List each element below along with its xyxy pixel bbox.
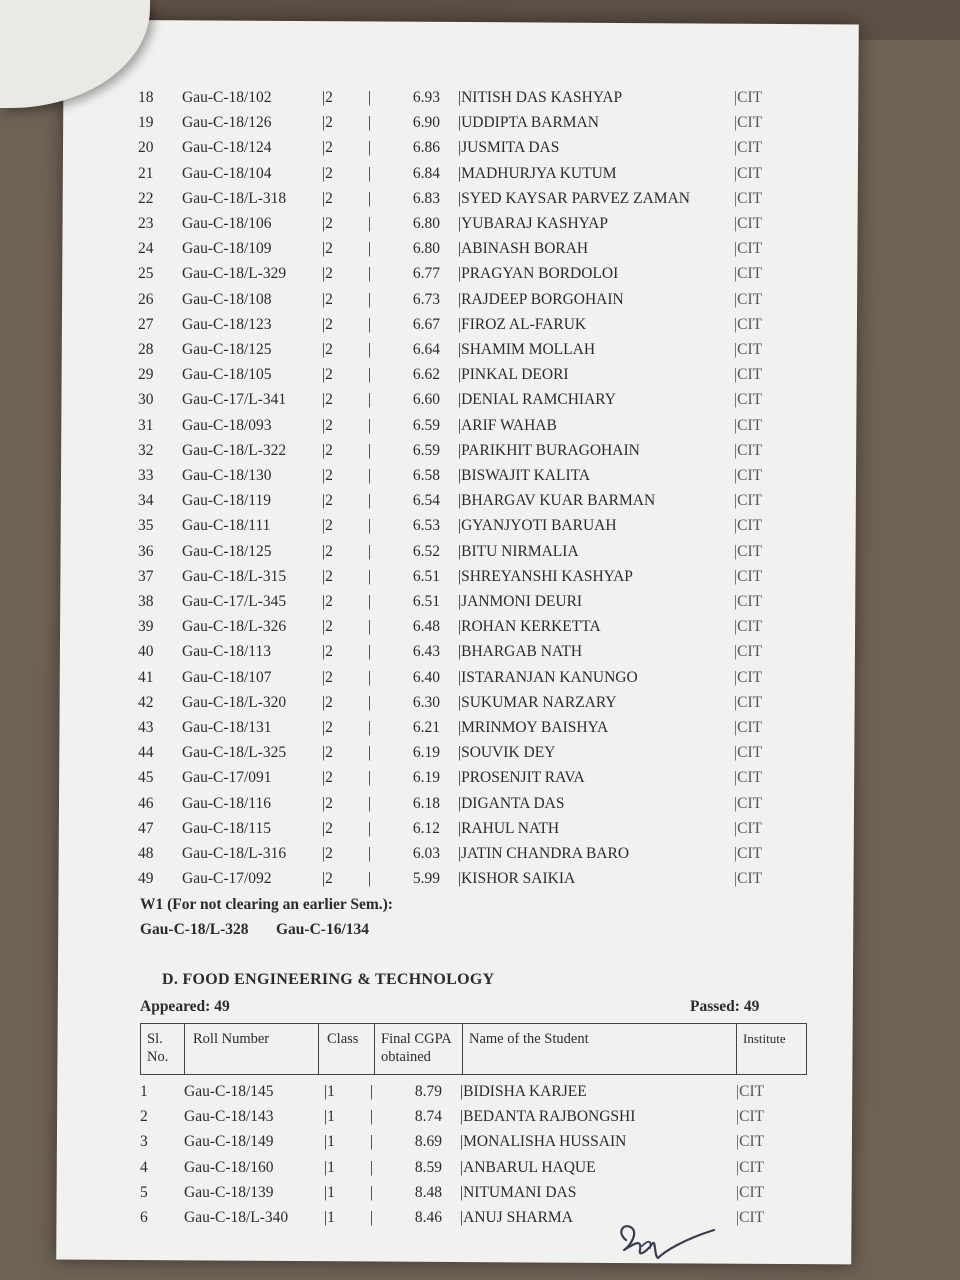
roll-number: Gau-C-18/104 — [182, 164, 272, 182]
institute-value: |CIT — [734, 416, 763, 434]
class-value: |2 — [322, 719, 333, 736]
class-value: |2 — [322, 341, 333, 358]
cgpa-value: 6.80 — [412, 215, 440, 232]
institute-value: |CIT — [734, 819, 763, 837]
class-value: |2 — [322, 567, 333, 585]
header-student-name: Name of the Student — [463, 1024, 737, 1074]
serial-number: 26 — [138, 290, 154, 308]
class-value: |2 — [322, 215, 333, 232]
class-value: |2 — [322, 441, 333, 459]
serial-number: 45 — [138, 769, 154, 787]
roll-number: Gau-C-18/125 — [182, 341, 272, 358]
institute-value: |CIT — [736, 1133, 765, 1151]
serial-number: 23 — [138, 215, 154, 232]
column-separator: | — [368, 315, 372, 333]
student-name: |KISHOR SAIKIA — [458, 870, 576, 888]
institute-value: |CIT — [734, 189, 763, 207]
cgpa-value: 6.12 — [412, 819, 440, 837]
column-separator: | — [368, 643, 372, 661]
serial-number: 48 — [138, 845, 154, 862]
roll-number: Gau-C-17/L-345 — [182, 593, 287, 610]
institute-value: |CIT — [734, 341, 763, 358]
roll-number: Gau-C-18/116 — [182, 794, 271, 812]
section-d-table-header — [140, 1023, 807, 1075]
serial-number: 22 — [138, 189, 154, 207]
roll-number: Gau-C-18/109 — [182, 240, 272, 258]
roll-number: Gau-C-18/113 — [182, 643, 271, 661]
class-value: |2 — [322, 643, 333, 661]
serial-number: 20 — [138, 139, 154, 157]
roll-number: Gau-C-18/102 — [182, 89, 272, 106]
roll-number: Gau-C-17/091 — [182, 769, 272, 787]
roll-number: Gau-C-18/130 — [182, 467, 272, 484]
student-name: |GYANJYOTI BARUAH — [458, 517, 617, 535]
student-name: |MONALISHA HUSSAIN — [460, 1133, 627, 1151]
student-name: |PRAGYAN BORDOLOI — [458, 265, 619, 283]
student-name: |SHAMIM MOLLAH — [458, 341, 596, 358]
class-value: |2 — [322, 819, 333, 837]
cgpa-value: 6.86 — [412, 139, 440, 157]
institute-value: |CIT — [734, 441, 763, 459]
cgpa-value: 6.30 — [412, 693, 440, 711]
column-separator: | — [368, 668, 372, 686]
column-separator: | — [368, 744, 372, 762]
cgpa-value: 8.48 — [414, 1183, 442, 1201]
column-separator: | — [368, 240, 372, 258]
institute-value: |CIT — [734, 593, 763, 610]
institute-value: |CIT — [734, 89, 763, 106]
institute-value: |CIT — [734, 290, 763, 308]
cgpa-value: 6.59 — [412, 416, 440, 434]
student-name: |BHARGAV KUAR BARMAN — [458, 492, 656, 510]
column-separator: | — [368, 719, 372, 736]
column-separator: | — [370, 1108, 374, 1126]
institute-value: |CIT — [736, 1108, 765, 1126]
class-value: |2 — [322, 416, 333, 434]
class-value: |1 — [324, 1158, 335, 1176]
column-separator: | — [368, 441, 372, 459]
column-separator: | — [370, 1158, 374, 1176]
student-name: |PINKAL DEORI — [458, 366, 569, 384]
roll-number: Gau-C-18/105 — [182, 366, 272, 384]
column-separator: | — [370, 1183, 374, 1201]
roll-number: Gau-C-18/131 — [182, 719, 272, 736]
column-separator: | — [368, 542, 372, 560]
class-value: |2 — [322, 240, 333, 258]
institute-value: |CIT — [734, 719, 763, 736]
institute-value: |CIT — [734, 542, 763, 560]
student-name: |BHARGAB NATH — [458, 643, 583, 661]
roll-number: Gau-C-18/123 — [182, 315, 272, 333]
serial-number: 6 — [140, 1209, 148, 1226]
serial-number: 42 — [138, 693, 154, 711]
roll-number: Gau-C-17/L-341 — [182, 391, 287, 409]
class-value: |2 — [322, 542, 333, 560]
class-value: |2 — [322, 794, 333, 812]
passed-count: Passed: 49 — [690, 998, 760, 1015]
institute-value: |CIT — [734, 265, 763, 283]
serial-number: 1 — [140, 1083, 148, 1100]
student-name: |SUKUMAR NARZARY — [458, 693, 617, 711]
column-separator: | — [370, 1083, 374, 1100]
class-value: |2 — [322, 89, 333, 106]
column-separator: | — [368, 517, 372, 535]
column-separator: | — [368, 693, 372, 711]
student-name: |ROHAN KERKETTA — [458, 618, 601, 636]
roll-number: Gau-C-18/L-315 — [182, 567, 287, 585]
serial-number: 18 — [138, 89, 154, 106]
student-name: |BITU NIRMALIA — [458, 542, 579, 560]
class-value: |2 — [322, 467, 333, 484]
cgpa-value: 6.51 — [412, 593, 440, 610]
student-name: |BIDISHA KARJEE — [460, 1083, 587, 1100]
student-name: |PARIKHIT BURAGOHAIN — [458, 441, 640, 459]
serial-number: 29 — [138, 366, 154, 384]
institute-value: |CIT — [734, 668, 763, 686]
cgpa-value: 6.48 — [412, 618, 440, 636]
class-value: |2 — [322, 265, 333, 283]
class-value: |1 — [324, 1183, 335, 1201]
institute-value: |CIT — [736, 1158, 765, 1176]
roll-number: Gau-C-18/111 — [182, 517, 271, 535]
class-value: |2 — [322, 189, 333, 207]
class-value: |2 — [322, 593, 333, 610]
serial-number: 27 — [138, 315, 154, 333]
w1-heading: W1 (For not clearing an earlier Sem.): — [140, 896, 393, 913]
serial-number: 31 — [138, 416, 154, 434]
student-name: |NITISH DAS KASHYAP — [458, 89, 623, 106]
roll-number: Gau-C-18/108 — [182, 290, 272, 308]
institute-value: |CIT — [736, 1209, 765, 1226]
column-separator: | — [368, 769, 372, 787]
class-value: |2 — [322, 315, 333, 333]
student-name: |ANUJ SHARMA — [460, 1209, 573, 1226]
class-value: |2 — [322, 744, 333, 762]
student-name: |YUBARAJ KASHYAP — [458, 215, 608, 232]
class-value: |2 — [322, 366, 333, 384]
roll-number: Gau-C-18/L-322 — [182, 441, 287, 459]
column-separator: | — [368, 114, 372, 132]
institute-value: |CIT — [734, 693, 763, 711]
roll-number: Gau-C-18/125 — [182, 542, 272, 560]
serial-number: 39 — [138, 618, 154, 636]
w1-roll-number: Gau-C-16/134 — [276, 921, 369, 938]
column-separator: | — [368, 265, 372, 283]
roll-number: Gau-C-18/L-318 — [182, 189, 287, 207]
serial-number: 30 — [138, 391, 154, 409]
serial-number: 24 — [138, 240, 154, 258]
section-d-title: D. FOOD ENGINEERING & TECHNOLOGY — [162, 971, 495, 988]
cgpa-value: 6.73 — [412, 290, 440, 308]
student-name: |ARIF WAHAB — [458, 416, 557, 434]
class-value: |2 — [322, 114, 333, 132]
cgpa-value: 6.21 — [412, 719, 440, 736]
institute-value: |CIT — [734, 492, 763, 510]
cgpa-value: 6.18 — [412, 794, 440, 812]
header-institute: Institute — [743, 1031, 786, 1046]
serial-number: 37 — [138, 567, 154, 585]
student-name: |MADHURJYA KUTUM — [458, 164, 617, 182]
institute-value: |CIT — [734, 139, 763, 157]
header-final-cgpa: Final CGPA obtained — [375, 1024, 463, 1074]
cgpa-value: 6.64 — [412, 341, 440, 358]
student-name: |ISTARANJAN KANUNGO — [458, 668, 638, 686]
class-value: |2 — [322, 618, 333, 636]
column-separator: | — [370, 1133, 374, 1151]
column-separator: | — [368, 794, 372, 812]
column-separator: | — [368, 290, 372, 308]
serial-number: 4 — [140, 1158, 148, 1176]
column-separator: | — [370, 1209, 374, 1226]
cgpa-value: 6.67 — [412, 315, 440, 333]
column-separator: | — [368, 341, 372, 358]
class-value: |1 — [324, 1209, 335, 1226]
roll-number: Gau-C-17/092 — [182, 870, 272, 888]
roll-number: Gau-C-18/L-316 — [182, 845, 287, 862]
student-name: |DENIAL RAMCHIARY — [458, 391, 616, 409]
serial-number: 5 — [140, 1183, 148, 1201]
roll-number: Gau-C-18/L-329 — [182, 265, 287, 283]
header-sl-no: Sl. No. — [141, 1024, 185, 1074]
header-roll-number: Roll Number — [185, 1024, 319, 1074]
class-value: |2 — [322, 870, 333, 888]
roll-number: Gau-C-18/106 — [182, 215, 272, 232]
roll-number: Gau-C-18/149 — [184, 1133, 274, 1151]
institute-value: |CIT — [734, 215, 763, 232]
roll-number: Gau-C-18/093 — [182, 416, 272, 434]
student-name: |SYED KAYSAR PARVEZ ZAMAN — [458, 189, 690, 207]
cgpa-value: 8.46 — [414, 1209, 442, 1226]
handwritten-signature — [612, 1210, 722, 1264]
column-separator: | — [368, 567, 372, 585]
cgpa-value: 6.77 — [412, 265, 440, 283]
serial-number: 43 — [138, 719, 154, 736]
cgpa-value: 6.19 — [412, 744, 440, 762]
student-name: |DIGANTA DAS — [458, 794, 565, 812]
roll-number: Gau-C-18/107 — [182, 668, 272, 686]
serial-number: 28 — [138, 341, 154, 358]
cgpa-value: 5.99 — [412, 870, 440, 888]
institute-value: |CIT — [734, 870, 763, 888]
institute-value: |CIT — [734, 467, 763, 484]
roll-number: Gau-C-18/L-325 — [182, 744, 287, 762]
class-value: |2 — [322, 290, 333, 308]
serial-number: 40 — [138, 643, 154, 661]
column-separator: | — [368, 391, 372, 409]
cgpa-value: 6.58 — [412, 467, 440, 484]
institute-value: |CIT — [734, 164, 763, 182]
institute-value: |CIT — [734, 643, 763, 661]
roll-number: Gau-C-18/143 — [184, 1108, 274, 1126]
institute-value: |CIT — [734, 794, 763, 812]
class-value: |1 — [324, 1108, 335, 1126]
student-name: |BISWAJIT KALITA — [458, 467, 591, 484]
cgpa-value: 6.54 — [412, 492, 440, 510]
class-value: |2 — [322, 769, 333, 787]
serial-number: 33 — [138, 467, 154, 484]
w1-roll-number: Gau-C-18/L-328 — [140, 921, 249, 938]
student-name: |RAJDEEP BORGOHAIN — [458, 290, 624, 308]
roll-number: Gau-C-18/126 — [182, 114, 272, 132]
student-name: |JANMONI DEURI — [458, 593, 583, 610]
student-name: |JATIN CHANDRA BARO — [458, 845, 630, 862]
student-name: |MRINMOY BAISHYA — [458, 719, 609, 736]
class-value: |2 — [322, 164, 333, 182]
institute-value: |CIT — [734, 391, 763, 409]
serial-number: 3 — [140, 1133, 148, 1151]
appeared-count: Appeared: 49 — [140, 998, 230, 1015]
column-separator: | — [368, 593, 372, 610]
cgpa-value: 8.74 — [414, 1108, 442, 1126]
column-separator: | — [368, 366, 372, 384]
serial-number: 2 — [140, 1108, 148, 1126]
institute-value: |CIT — [734, 769, 763, 787]
column-separator: | — [368, 467, 372, 484]
class-value: |2 — [322, 693, 333, 711]
cgpa-value: 6.93 — [412, 89, 440, 106]
cgpa-value: 6.90 — [412, 114, 440, 132]
institute-value: |CIT — [734, 114, 763, 132]
cgpa-value: 6.80 — [412, 240, 440, 258]
cgpa-value: 8.79 — [414, 1083, 442, 1100]
class-value: |1 — [324, 1133, 335, 1151]
serial-number: 19 — [138, 114, 154, 132]
institute-value: |CIT — [734, 366, 763, 384]
serial-number: 34 — [138, 492, 154, 510]
column-separator: | — [368, 819, 372, 837]
student-name: |SOUVIK DEY — [458, 744, 556, 762]
column-separator: | — [368, 870, 372, 888]
cgpa-value: 6.03 — [412, 845, 440, 862]
roll-number: Gau-C-18/119 — [182, 492, 271, 510]
student-name: |BEDANTA RAJBONGSHI — [460, 1108, 636, 1126]
serial-number: 47 — [138, 819, 154, 837]
cgpa-value: 6.52 — [412, 542, 440, 560]
student-name: |PROSENJIT RAVA — [458, 769, 585, 787]
column-separator: | — [368, 215, 372, 232]
cgpa-value: 6.59 — [412, 441, 440, 459]
student-name: |ANBARUL HAQUE — [460, 1158, 596, 1176]
column-separator: | — [368, 189, 372, 207]
class-value: |2 — [322, 668, 333, 686]
institute-value: |CIT — [734, 744, 763, 762]
cgpa-value: 6.40 — [412, 668, 440, 686]
class-value: |2 — [322, 391, 333, 409]
cgpa-value: 8.69 — [414, 1133, 442, 1151]
institute-value: |CIT — [736, 1083, 765, 1100]
cgpa-value: 6.84 — [412, 164, 440, 182]
column-separator: | — [368, 139, 372, 157]
class-value: |2 — [322, 492, 333, 510]
column-separator: | — [368, 164, 372, 182]
serial-number: 46 — [138, 794, 154, 812]
roll-number: Gau-C-18/L-340 — [184, 1209, 289, 1226]
serial-number: 36 — [138, 542, 154, 560]
student-name: |UDDIPTA BARMAN — [458, 114, 599, 132]
serial-number: 41 — [138, 668, 154, 686]
roll-number: Gau-C-18/L-326 — [182, 618, 287, 636]
student-name: |ABINASH BORAH — [458, 240, 589, 258]
cgpa-value: 6.60 — [412, 391, 440, 409]
student-name: |SHREYANSHI KASHYAP — [458, 567, 633, 585]
institute-value: |CIT — [736, 1183, 765, 1201]
class-value: |2 — [322, 139, 333, 157]
column-separator: | — [368, 492, 372, 510]
institute-value: |CIT — [734, 517, 763, 535]
serial-number: 38 — [138, 593, 154, 610]
cgpa-value: 8.59 — [414, 1158, 442, 1176]
roll-number: Gau-C-18/124 — [182, 139, 272, 157]
column-separator: | — [368, 845, 372, 862]
institute-value: |CIT — [734, 240, 763, 258]
class-value: |1 — [324, 1083, 335, 1100]
column-separator: | — [368, 618, 372, 636]
student-name: |RAHUL NATH — [458, 819, 560, 837]
roll-number: Gau-C-18/160 — [184, 1158, 274, 1176]
roll-number: Gau-C-18/L-320 — [182, 693, 287, 711]
serial-number: 32 — [138, 441, 154, 459]
student-name: |JUSMITA DAS — [458, 139, 560, 157]
column-separator: | — [368, 89, 372, 106]
serial-number: 44 — [138, 744, 154, 762]
cgpa-value: 6.19 — [412, 769, 440, 787]
serial-number: 21 — [138, 164, 154, 182]
roll-number: Gau-C-18/115 — [182, 819, 271, 837]
class-value: |2 — [322, 517, 333, 535]
cgpa-value: 6.62 — [412, 366, 440, 384]
roll-number: Gau-C-18/139 — [184, 1183, 274, 1201]
serial-number: 49 — [138, 870, 154, 888]
cgpa-value: 6.53 — [412, 517, 440, 535]
institute-value: |CIT — [734, 315, 763, 333]
institute-value: |CIT — [734, 618, 763, 636]
class-value: |2 — [322, 845, 333, 862]
serial-number: 25 — [138, 265, 154, 283]
column-separator: | — [368, 416, 372, 434]
cgpa-value: 6.83 — [412, 189, 440, 207]
header-class: Class — [319, 1024, 375, 1074]
institute-value: |CIT — [734, 567, 763, 585]
institute-value: |CIT — [734, 845, 763, 862]
roll-number: Gau-C-18/145 — [184, 1083, 274, 1100]
student-name: |FIROZ AL-FARUK — [458, 315, 587, 333]
serial-number: 35 — [138, 517, 154, 535]
student-name: |NITUMANI DAS — [460, 1183, 577, 1201]
cgpa-value: 6.51 — [412, 567, 440, 585]
cgpa-value: 6.43 — [412, 643, 440, 661]
